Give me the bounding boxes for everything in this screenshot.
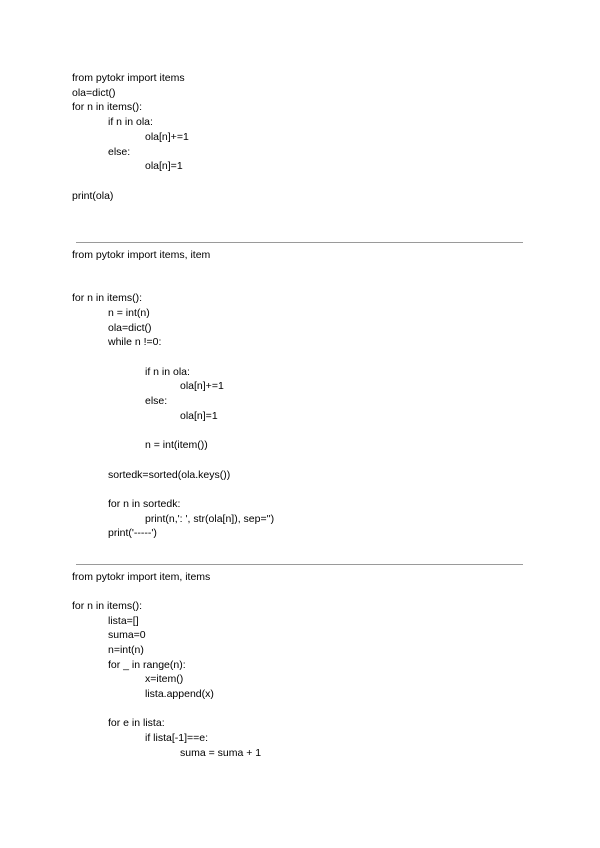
- code-line: n = int(item()): [145, 439, 208, 451]
- code-line: for n in items():: [72, 101, 143, 113]
- code-line: suma = suma + 1: [180, 747, 262, 759]
- code-line: ola=dict(): [108, 322, 152, 334]
- code-line: else:: [108, 146, 131, 158]
- code-line: n = int(n): [108, 307, 150, 319]
- code-line: else:: [145, 395, 168, 407]
- code-line: ola=dict(): [72, 87, 116, 99]
- code-line: for n in items():: [72, 600, 143, 612]
- code-line: ola[n]+=1: [145, 131, 189, 143]
- code-line: lista=[]: [108, 615, 139, 627]
- code-line: from pytokr import item, items: [72, 571, 211, 583]
- code-line: suma=0: [108, 629, 146, 641]
- code-line: ola[n]=1: [180, 410, 218, 422]
- code-line: from pytokr import items, item: [72, 249, 211, 261]
- code-line: n=int(n): [108, 644, 144, 656]
- code-line: if n in ola:: [108, 116, 153, 128]
- code-line: print(ola): [72, 190, 114, 202]
- code-line: if lista[-1]==e:: [145, 732, 209, 744]
- code-line: ola[n]=1: [145, 160, 183, 172]
- code-line: for n in sortedk:: [108, 498, 181, 510]
- code-line: from pytokr import items: [72, 72, 185, 84]
- horizontal-divider: [76, 564, 523, 565]
- code-line: while n !=0:: [108, 336, 162, 348]
- code-line: for _ in range(n):: [108, 659, 186, 671]
- code-line: x=item(): [145, 673, 184, 685]
- code-line: print(n,': ', str(ola[n]), sep=''): [145, 513, 275, 525]
- horizontal-divider: [76, 242, 523, 243]
- code-line: lista.append(x): [145, 688, 214, 700]
- code-line: print('-----'): [108, 527, 157, 539]
- code-line: for n in items():: [72, 292, 143, 304]
- code-line: if n in ola:: [145, 366, 190, 378]
- code-line: ola[n]+=1: [180, 380, 224, 392]
- code-line: for e in lista:: [108, 717, 165, 729]
- code-line: sortedk=sorted(ola.keys()): [108, 469, 231, 481]
